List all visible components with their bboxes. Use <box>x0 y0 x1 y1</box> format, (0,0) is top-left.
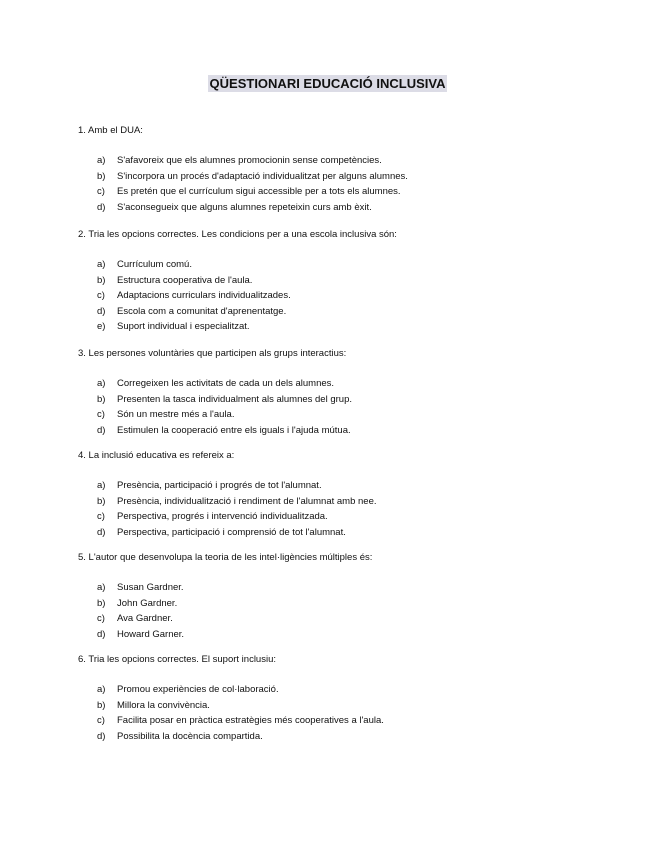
option-letter: d) <box>97 305 106 317</box>
option-letter: a) <box>97 259 106 270</box>
option-item <box>78 423 598 439</box>
question-1 <box>78 125 598 215</box>
option-text: Perspectiva, participació i comprensió de tot l'alumnat. <box>117 526 346 538</box>
option-text: Presenten la tasca individualment als alumnes del grup. <box>117 393 352 405</box>
option-text: S'aconsegueix que alguns alumnes repeteixin curs amb èxit. <box>117 201 372 213</box>
option-text: Perspectiva, progrés i intervenció individualitzada. <box>117 511 328 522</box>
option-text: John Gardner. <box>117 597 178 609</box>
question-3 <box>78 348 598 438</box>
option-item <box>78 319 598 335</box>
question-text: 6. Tria les opcions correctes. El suport inclusiu: <box>78 654 277 665</box>
question-text: 2. Tria les opcions correctes. Les condicions per a una escola inclusiva són: <box>78 229 397 240</box>
option-item <box>78 509 598 525</box>
question-text: 1. Amb el DUA: <box>78 125 143 136</box>
option-item <box>78 580 598 596</box>
option-item <box>78 525 598 541</box>
option-letter: d) <box>97 628 106 640</box>
option-text: Suport individual i especialitzat. <box>117 321 250 332</box>
option-item <box>78 273 598 289</box>
option-item <box>78 596 598 612</box>
options-list <box>78 580 598 642</box>
option-item <box>78 169 598 185</box>
option-text: Presència, individualització i rendiment de l'alumnat amb nee. <box>117 495 377 507</box>
option-letter: c) <box>97 613 105 624</box>
option-text: Corregeixen les activitats de cada un dels alumnes. <box>117 378 335 389</box>
option-item <box>78 407 598 423</box>
option-item <box>78 257 598 273</box>
option-letter: a) <box>97 480 106 491</box>
option-text: Són un mestre més a l'aula. <box>117 409 235 420</box>
options-list <box>78 376 598 438</box>
option-text: Escola com a comunitat d'aprenentatge. <box>117 305 287 317</box>
option-letter: c) <box>97 511 105 522</box>
question-2 <box>78 229 598 335</box>
option-text: Possibilita la docència compartida. <box>117 730 263 742</box>
option-item <box>78 698 598 714</box>
option-letter: a) <box>97 582 106 593</box>
question-5 <box>78 552 598 642</box>
option-text: Howard Garner. <box>117 628 185 640</box>
option-text: Millora la convivència. <box>117 699 210 711</box>
option-item <box>78 494 598 510</box>
option-text: Ava Gardner. <box>117 613 173 624</box>
option-item <box>78 288 598 304</box>
option-item <box>78 392 598 408</box>
option-letter: a) <box>97 378 106 389</box>
question-6 <box>78 654 598 744</box>
option-letter: a) <box>97 684 106 695</box>
option-letter: a) <box>97 155 106 166</box>
option-letter: b) <box>97 597 106 609</box>
option-item <box>78 304 598 320</box>
options-list <box>78 478 598 540</box>
option-item <box>78 682 598 698</box>
option-text: S'incorpora un procés d'adaptació individualitzat per alguns alumnes. <box>117 170 408 182</box>
option-text: S'afavoreix que els alumnes promocionin sense competències. <box>117 155 382 166</box>
option-letter: c) <box>97 715 105 726</box>
options-list <box>78 153 598 215</box>
option-item <box>78 611 598 627</box>
option-letter: c) <box>97 186 105 197</box>
option-letter: c) <box>97 409 105 420</box>
option-letter: d) <box>97 526 106 538</box>
question-4 <box>78 450 598 540</box>
option-letter: b) <box>97 274 106 286</box>
option-item <box>78 729 598 745</box>
option-text: Estimulen la cooperació entre els iguals i l'ajuda mútua. <box>117 424 351 436</box>
option-item <box>78 627 598 643</box>
option-text: Currículum comú. <box>117 259 192 270</box>
document-title: QÜESTIONARI EDUCACIÓ INCLUSIVA <box>209 76 446 91</box>
option-item <box>78 200 598 216</box>
question-text: 3. Les persones voluntàries que participen als grups interactius: <box>78 348 347 359</box>
option-text: Facilita posar en pràctica estratègies més cooperatives a l'aula. <box>117 715 384 726</box>
option-letter: d) <box>97 730 106 742</box>
option-text: Es pretén que el currículum sigui accessible per a tots els alumnes. <box>117 186 401 197</box>
option-item <box>78 713 598 729</box>
options-list <box>78 257 598 335</box>
option-text: Presència, participació i progrés de tot l'alumnat. <box>117 480 322 491</box>
option-letter: b) <box>97 699 106 711</box>
option-text: Estructura cooperativa de l'aula. <box>117 274 253 286</box>
option-item <box>78 153 598 169</box>
question-text: 4. La inclusió educativa es refereix a: <box>78 450 235 461</box>
options-list <box>78 682 598 744</box>
option-letter: d) <box>97 201 106 213</box>
option-letter: e) <box>97 321 106 332</box>
option-letter: b) <box>97 393 106 405</box>
option-text: Susan Gardner. <box>117 582 184 593</box>
option-item <box>78 184 598 200</box>
option-item <box>78 376 598 392</box>
question-text: 5. L'autor que desenvolupa la teoria de les intel·ligències múltiples és: <box>78 552 373 563</box>
option-letter: c) <box>97 290 105 301</box>
option-letter: b) <box>97 170 106 182</box>
option-text: Adaptacions curriculars individualitzades. <box>117 290 291 301</box>
option-letter: b) <box>97 495 106 507</box>
option-text: Promou experiències de col·laboració. <box>117 684 279 695</box>
option-letter: d) <box>97 424 106 436</box>
option-item <box>78 478 598 494</box>
